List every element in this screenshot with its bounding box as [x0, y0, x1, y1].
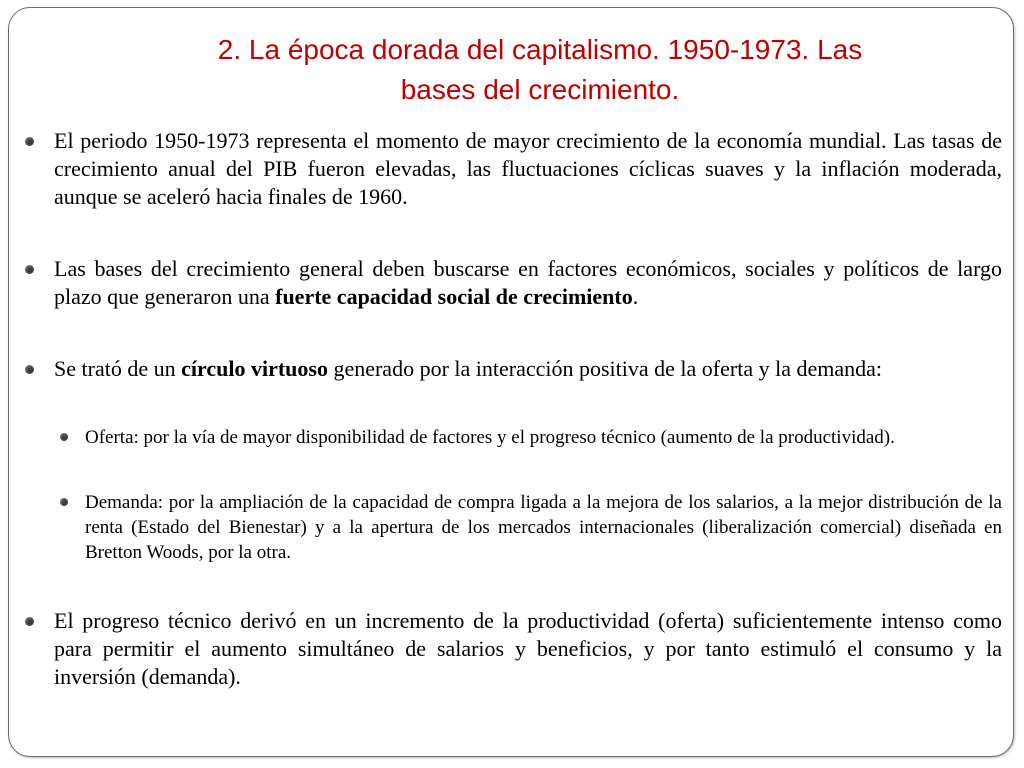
bullet-bold-text: círculo virtuoso: [181, 356, 328, 381]
bullet-periodo: [22, 127, 1002, 211]
sub-bullet-oferta: [22, 425, 1002, 450]
slide-title-line-2: bases del crecimiento.: [400, 74, 680, 105]
slide-content: [22, 127, 1002, 691]
bullet-text-end: .: [632, 284, 639, 309]
bullet-text: Demanda: por la ampliación de la capacidad de compra ligada a la mejora de los salarios, a la mejor distribución de la renta (Estado del Bienestar) y a la apertura de los mercados internacionales (liberalización comercial) diseñada en Bretton Woods, por la otra.: [85, 492, 1002, 563]
bullet-dot-icon: [60, 498, 68, 506]
bullet-text-end: generado por la interacción positiva de la oferta y la demanda:: [327, 356, 882, 381]
bullet-text: Oferta: por la vía de mayor disponibilidad de factores y el progreso técnico (aumento de la productividad).: [85, 427, 895, 448]
bullet-dot-icon: [60, 433, 68, 441]
bullet-dot-icon: [25, 137, 34, 146]
bullet-text: Se trató de un: [54, 356, 182, 381]
bullet-dot-icon: [25, 265, 34, 274]
bullet-bases: [22, 255, 1002, 311]
bullet-bold-text: fuerte capacidad social de crecimiento: [275, 284, 633, 309]
slide-title-line-1: 2. La época dorada del capitalismo. 1950-1973. Las: [217, 34, 863, 65]
bullet-dot-icon: [25, 365, 34, 374]
bullet-text: El periodo 1950-1973 representa el momento de mayor crecimiento de la economía mundial. Las tasas de crecimiento anual del PIB fueron elevadas, las fluctuaciones cíclicas suaves y la inflación moderada, aunque se aceleró hacia finales de 1960.: [54, 128, 1002, 209]
slide-title: [120, 30, 960, 110]
sub-bullet-demanda: [22, 490, 1002, 565]
bullet-text: El progreso técnico derivó en un incremento de la productividad (oferta) suficientemente intenso como para permitir el aumento simultáneo de salarios y beneficios, y por tanto estimuló el consumo y la inversión (demanda).: [54, 608, 1002, 689]
bullet-dot-icon: [25, 617, 34, 626]
bullet-progreso: [22, 607, 1002, 691]
bullet-circulo: [22, 355, 1002, 383]
bullet-text: Las bases del crecimiento general deben buscarse en factores económicos, sociales y políticos de largo plazo que generaron una: [54, 256, 1002, 309]
